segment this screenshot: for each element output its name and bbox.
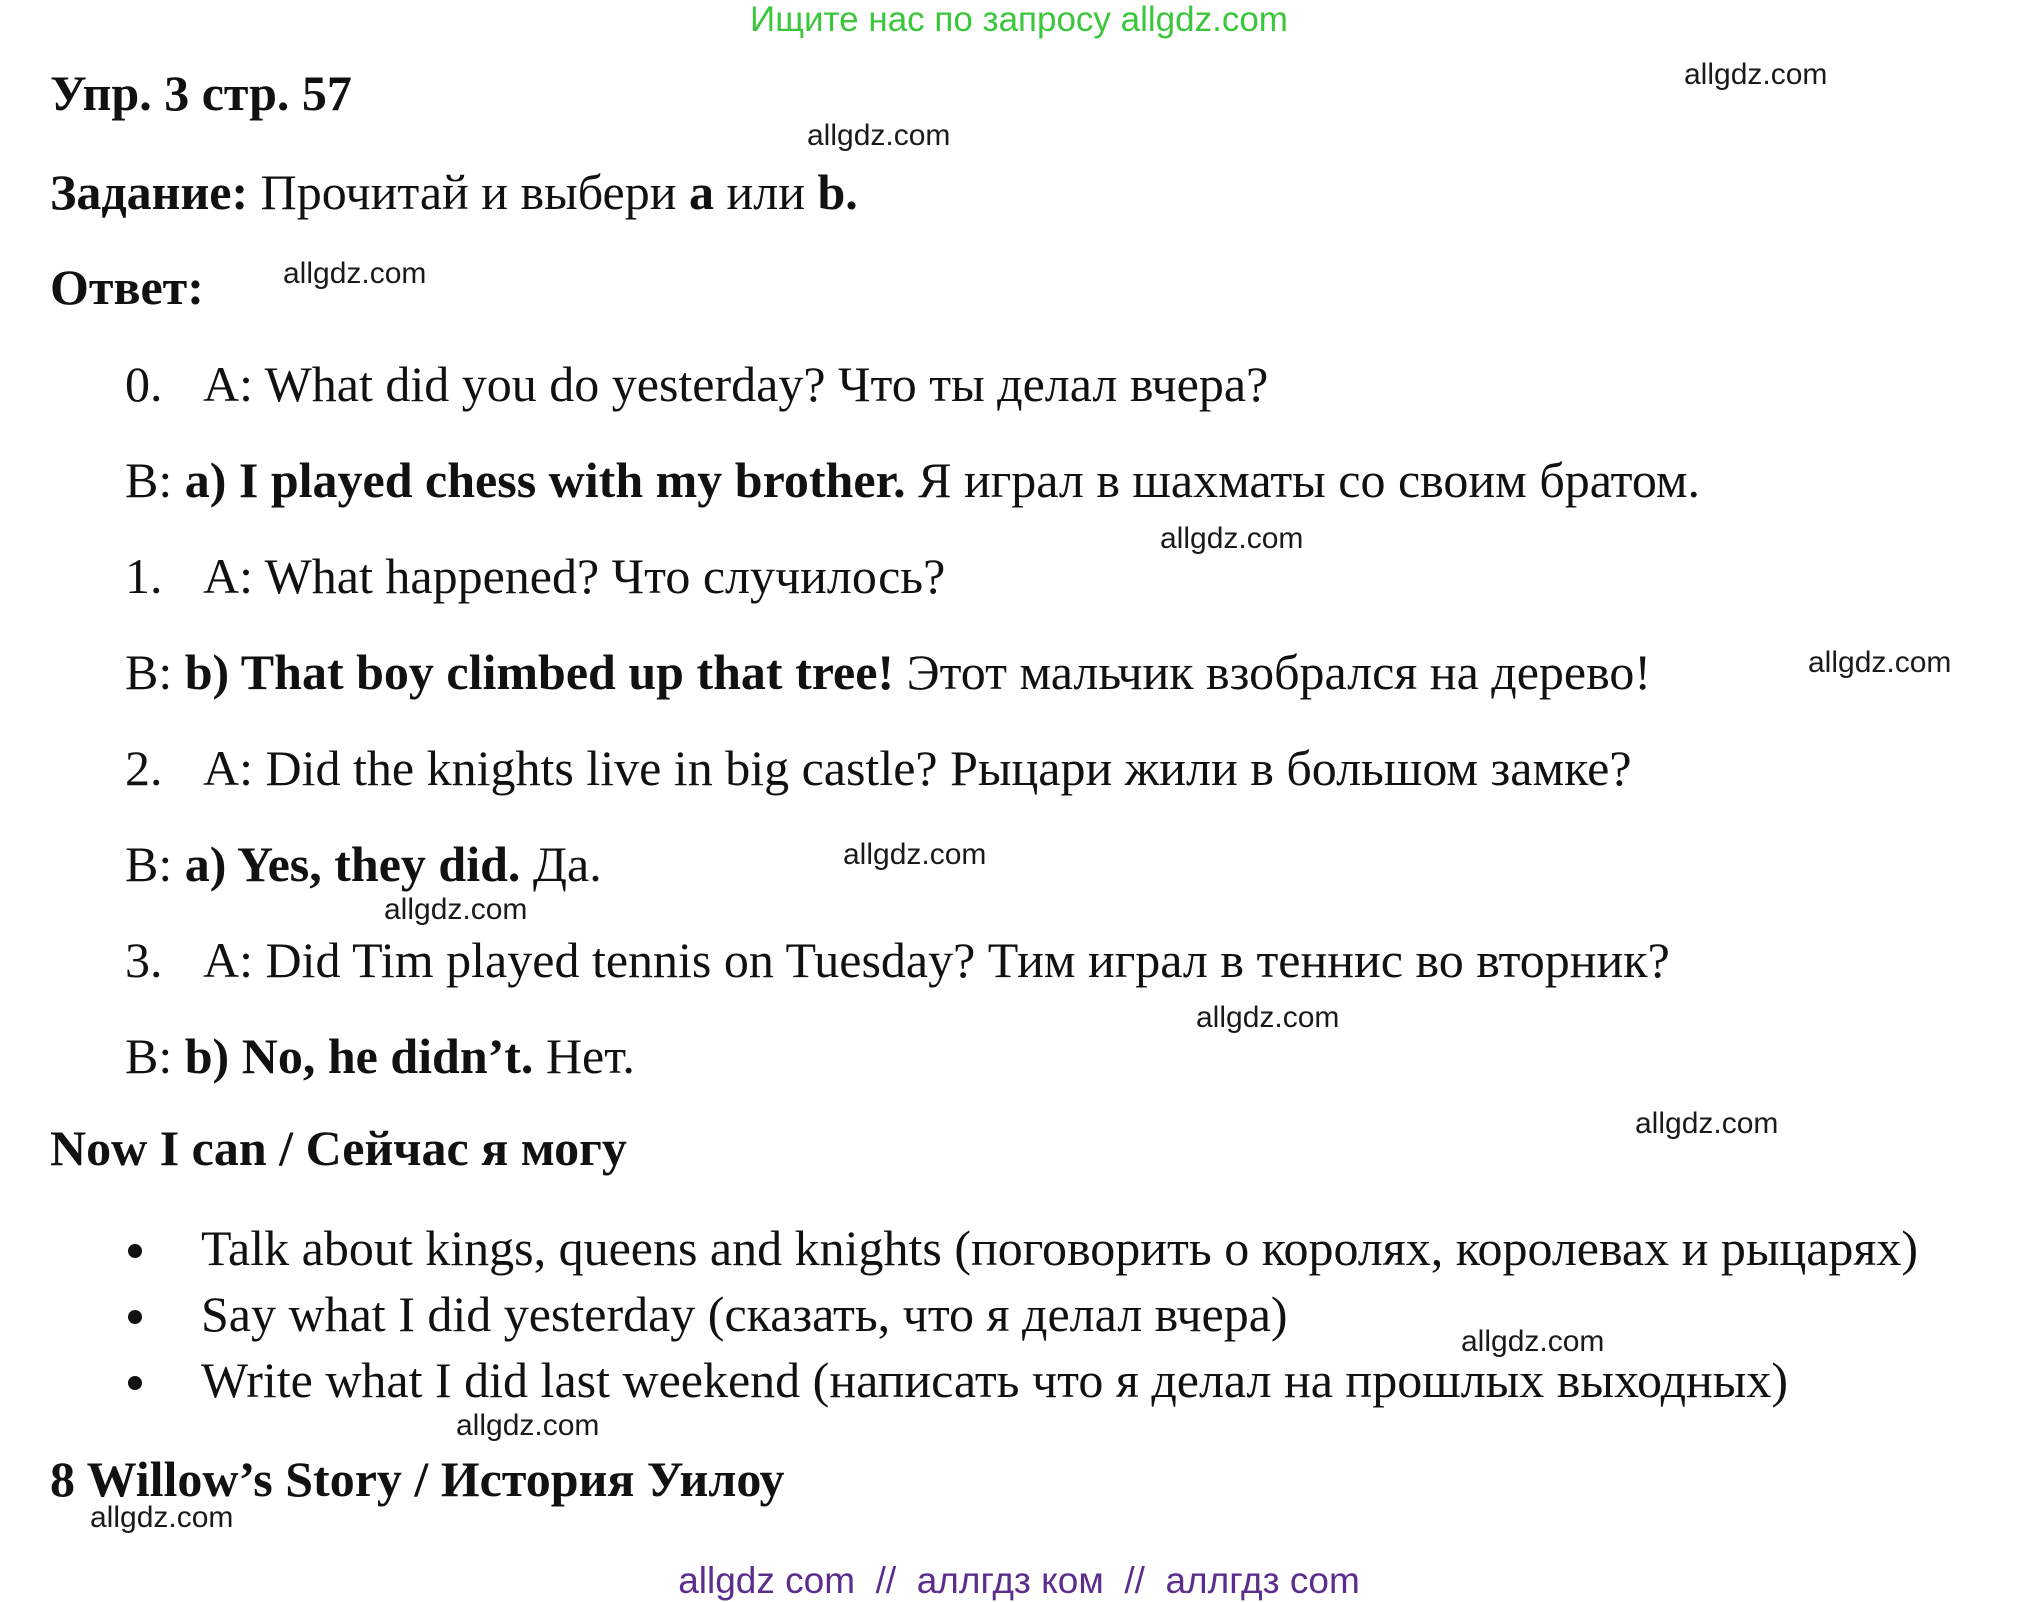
dialogue-question-1	[125, 547, 945, 605]
answer-translation: Этот мальчик взобрался на дерево!	[894, 644, 1651, 700]
top-banner	[0, 0, 2038, 40]
answer-prefix: B:	[125, 452, 185, 508]
answer-choice: b) That boy climbed up that tree!	[184, 644, 895, 700]
dialogue-question-text: A: What happened? Что случилось?	[203, 548, 946, 604]
watermark: allgdz.com	[843, 838, 987, 871]
task-line	[50, 163, 858, 221]
dialogue-question-3	[125, 931, 1670, 989]
next-section-heading: 8 Willow’s Story / История Уилоу	[50, 1451, 785, 1507]
dialogue-number: 2.	[125, 740, 163, 796]
bullet-icon	[128, 1376, 142, 1390]
answer-prefix: B:	[125, 836, 185, 892]
answer-translation: Я играл в шахматы со своим братом.	[905, 452, 1701, 508]
answer-prefix: B:	[125, 644, 185, 700]
dialogue-question-text: A: What did you do yesterday? Что ты делал вчера?	[203, 356, 1269, 412]
bullet-icon	[128, 1310, 142, 1324]
task-label: Задание:	[50, 164, 249, 220]
dialogue-question-2	[125, 739, 1632, 797]
answer-choice: a) I played chess with my brother.	[184, 452, 906, 508]
dialogue-answer-2	[125, 835, 602, 893]
watermark: allgdz.com	[807, 119, 951, 152]
banner-site-link[interactable]: allgdz.com	[1120, 0, 1288, 39]
answer-translation: Нет.	[533, 1028, 635, 1084]
list-item-text: Talk about kings, queens and knights (поговорить о королях, королевах и рыцарях)	[201, 1220, 1919, 1276]
watermark: allgdz.com	[1684, 58, 1828, 91]
answer-prefix: B:	[125, 1028, 185, 1084]
task-text-2: или	[713, 164, 818, 220]
list-item-text: Say what I did yesterday (сказать, что я делал вчера)	[201, 1286, 1288, 1342]
answer-choice: b) No, he didn’t.	[184, 1028, 534, 1084]
task-option-b: b.	[817, 164, 858, 220]
dialogue-question-0	[125, 355, 1268, 413]
dialogue-number: 0.	[125, 356, 163, 412]
bullet-icon	[128, 1244, 142, 1258]
dialogue-number: 3.	[125, 932, 163, 988]
watermark: allgdz.com	[384, 893, 528, 926]
watermark: allgdz.com	[90, 1501, 234, 1534]
answer-label: Ответ:	[50, 259, 204, 315]
watermark: allgdz.com	[1461, 1325, 1605, 1358]
task-option-a: a	[688, 164, 714, 220]
banner-prefix: Ищите нас по запросу	[750, 0, 1121, 39]
answer-choice: a) Yes, they did.	[184, 836, 521, 892]
watermark: allgdz.com	[1635, 1107, 1779, 1140]
task-text-1: Прочитай и выбери	[248, 164, 689, 220]
dialogue-question-text: A: Did Tim played tennis on Tuesday? Тим играл в теннис во вторник?	[203, 932, 1670, 988]
watermark: allgdz.com	[1160, 522, 1304, 555]
dialogue-answer-1	[125, 643, 1651, 701]
dialogue-question-text: A: Did the knights live in big castle? Рыцари жили в большом замке?	[203, 740, 1632, 796]
answer-translation: Да.	[520, 836, 602, 892]
dialogue-answer-0	[125, 451, 1700, 509]
watermark: allgdz.com	[1196, 1001, 1340, 1034]
now-i-can-heading: Now I can / Сейчас я могу	[50, 1120, 627, 1176]
dialogue-answer-3	[125, 1027, 635, 1085]
exercise-title: Упр. 3 стр. 57	[50, 65, 352, 121]
watermark: allgdz.com	[456, 1409, 600, 1442]
footer-links[interactable]: allgdz com // аллгдз ком // аллгдз com	[678, 1560, 1360, 1601]
watermark: allgdz.com	[1808, 646, 1952, 679]
dialogue-number: 1.	[125, 548, 163, 604]
list-item-text: Write what I did last weekend (написать что я делал на прошлых выходных)	[201, 1352, 1789, 1408]
watermark: allgdz.com	[283, 257, 427, 290]
